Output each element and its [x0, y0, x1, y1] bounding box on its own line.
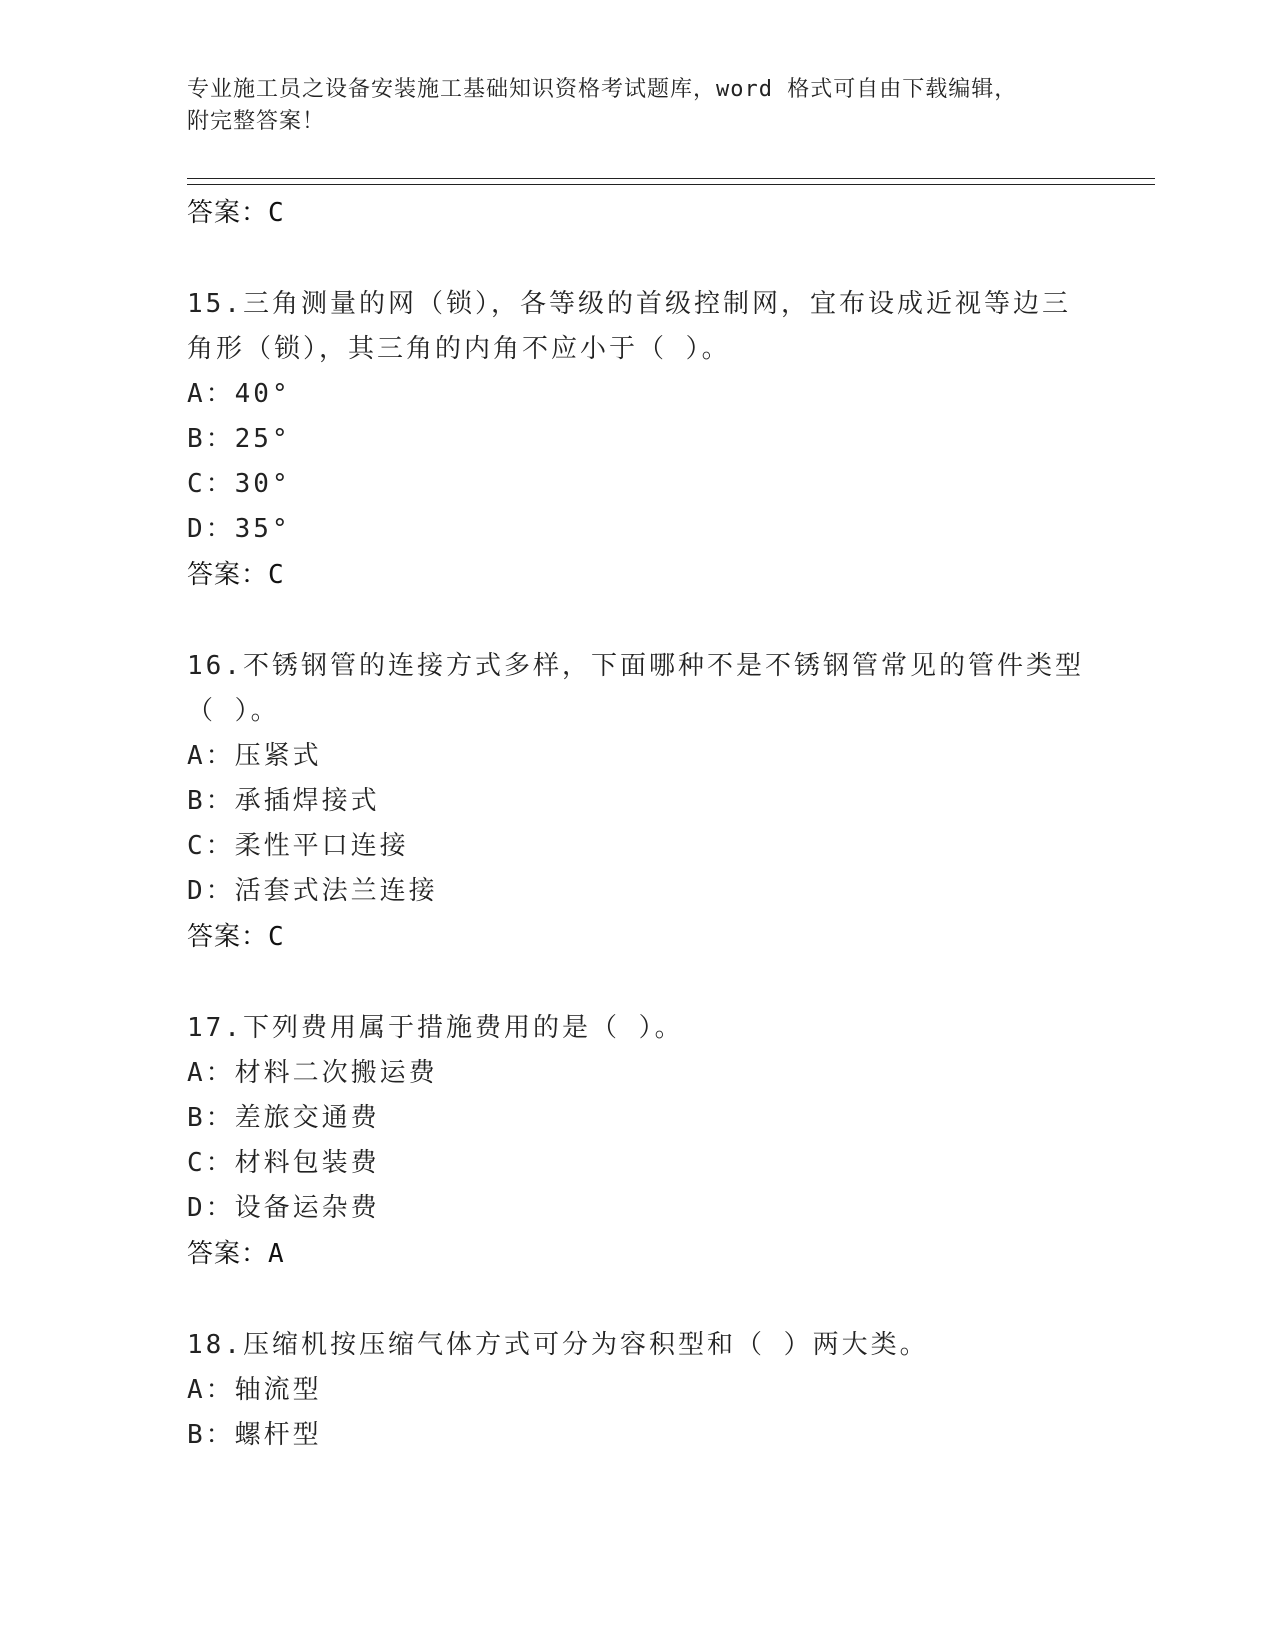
header-rule-bottom: [187, 184, 1155, 185]
question-stem-line: 15.三角测量的网（锁），各等级的首级控制网，宜布设成近视等边三: [187, 289, 1071, 319]
option-a: A：40°: [187, 379, 291, 409]
question-list: [187, 190, 1087, 1458]
question-block: [187, 644, 1087, 960]
question-stem-line: 18.压缩机按压缩气体方式可分为容积型和（ ）两大类。: [187, 1330, 929, 1360]
option-a: A：轴流型: [187, 1375, 322, 1405]
option-b: B：25°: [187, 424, 291, 454]
question-stem-line: 16.不锈钢管的连接方式多样，下面哪种不是不锈钢管常见的管件类型: [187, 651, 1084, 681]
answer-line: 答案：C: [187, 198, 285, 228]
option-a: A：压紧式: [187, 741, 322, 771]
question-block: [187, 282, 1087, 598]
option-a: A：材料二次搬运费: [187, 1058, 438, 1088]
answer-line: 答案：C: [187, 922, 285, 952]
document-header: [187, 74, 1067, 138]
option-d: D：设备运杂费: [187, 1193, 380, 1223]
option-c: C：材料包装费: [187, 1148, 380, 1178]
answer-line: 答案：A: [187, 1239, 285, 1269]
option-c: C：30°: [187, 469, 291, 499]
answer-line: 答案：C: [187, 560, 285, 590]
option-d: D：活套式法兰连接: [187, 876, 438, 906]
question-block: [187, 1323, 1087, 1458]
option-b: B：承插焊接式: [187, 786, 380, 816]
question-stem-line: （ ）。: [187, 696, 280, 726]
option-b: B：差旅交通费: [187, 1103, 380, 1133]
question-stem-line: 17.下列费用属于措施费用的是（ ）。: [187, 1013, 684, 1043]
option-c: C：柔性平口连接: [187, 831, 409, 861]
question-block: [187, 1006, 1087, 1277]
header-line-2: 附完整答案！: [187, 109, 326, 134]
header-line-1: 专业施工员之设备安装施工基础知识资格考试题库，word 格式可自由下载编辑，: [187, 77, 1018, 102]
option-d: D：35°: [187, 514, 291, 544]
header-rule-top: [187, 178, 1155, 179]
option-b: B：螺杆型: [187, 1420, 322, 1450]
question-stem-line: 角形（锁），其三角的内角不应小于（ ）。: [187, 334, 731, 364]
